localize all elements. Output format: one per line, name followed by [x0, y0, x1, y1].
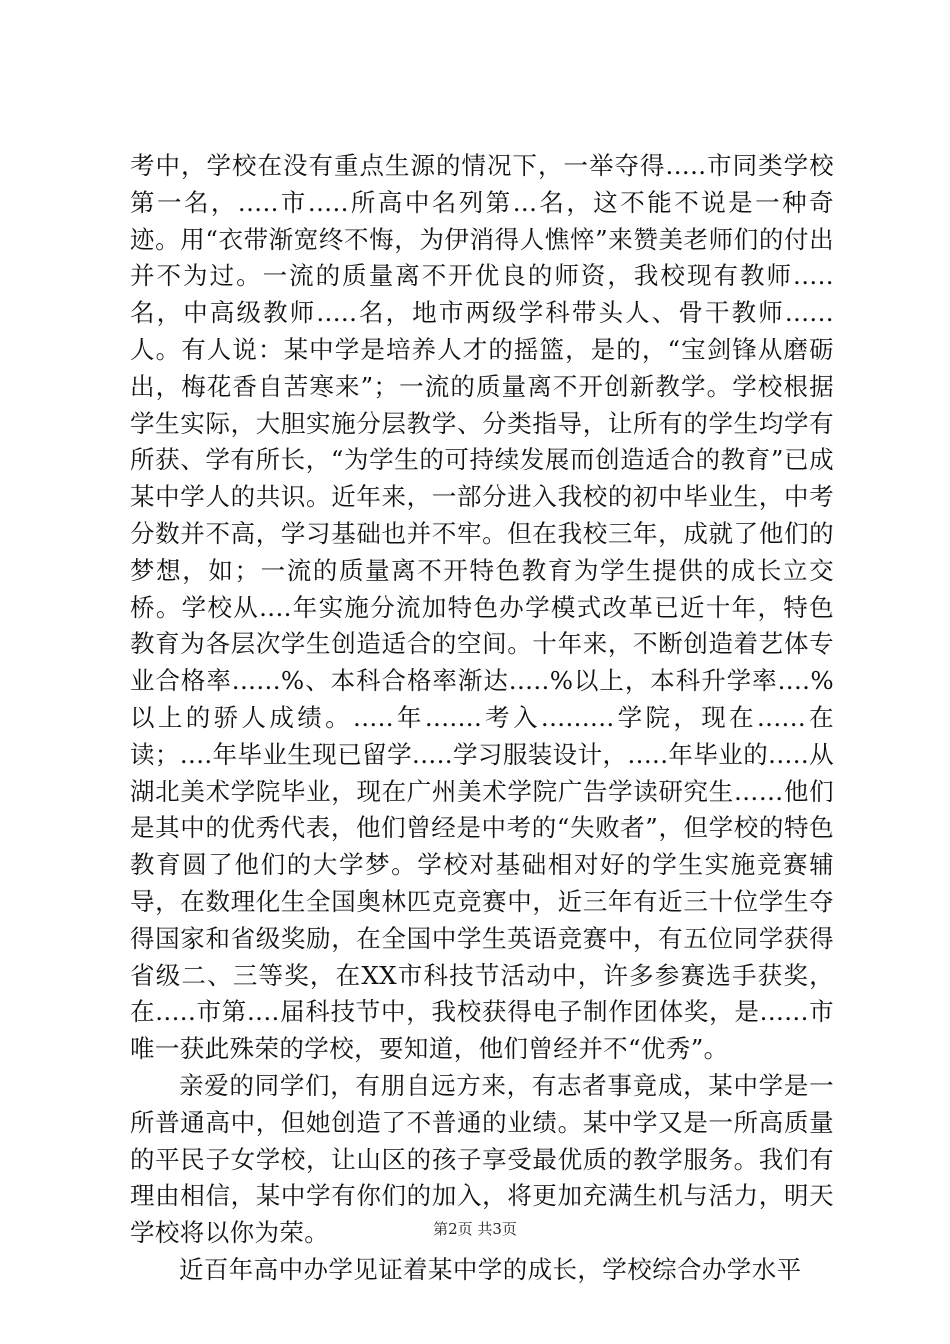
document-body — [130, 148, 834, 1289]
paragraph-welcome-students: 亲爱的同学们，有朋自远方来，有志者事竟成，某中学是一所普通高中，但她创造了不普通的业绩。某中学又是一所高质量的平民子女学校，让山区的孩子享受最优质的教学服务。我们有理由相信，某中学有你们的加入，将更加充满生机与活力，明天学校将以你为荣。 — [130, 1070, 834, 1248]
page-number-footer: 第2页 共3页 — [433, 1220, 517, 1238]
paragraph-school-history: 近百年高中办学见证着某中学的成长，学校综合办学水平 — [179, 1254, 802, 1284]
paragraph-school-achievements: 考中，学校在没有重点生源的情况下，一举夺得.....市同类学校第一名，.....市.....所高中名列第...名，这不能不说是一种奇迹。用“衣带渐宽终不悔，为伊消得人憔悴”来赞美老师们的付出并不为过。一流的质量离不开优良的师资，我校现有教师.....名，中高级教师.....名，地市两级学科带头人、骨干教师......人。有人说：某中学是培养人才的摇篮，是的，“宝剑锋从磨砺出，梅花香自苦寒来”；一流的质量离不开创新教学。学校根据学生实际，大胆实施分层教学、分类指导，让所有的学生均学有所获、学有所长，“为学生的可持续发展而创造适合的教育”已成某中学人的共识。近年来，一部分进入我校的初中毕业生，中考分数并不高，学习基础也并不牢。但在我校三年，成就了他们的梦想，如；一流的质量离不开特色教育为学生提供的成长立交桥。学校从....年实施分流加特色办学模式改革已近十年，特色教育为各层次学生创造适合的空间。十年来，不断创造着艺体专业合格率......%、本科合格率渐达.....%以上，本科升学率....%以上的骄人成绩。.....年.......考入.........学院，现在......在读；....年毕业生现已留学.....学习服装设计，.....年毕业的.....从湖北美术学院毕业，现在广州美术学院广告学读研究生……他们是其中的优秀代表，他们曾经是中考的“失败者”，但学校的特色教育圆了他们的大学梦。学校对基础相对好的学生实施竞赛辅导，在数理化生全国奥林匹克竞赛中，近三年有近三十位学生夺得国家和省级奖励，在全国中学生英语竞赛中，有五位同学获得省级二、三等奖，在XX市科技节活动中，许多参赛选手获奖，在.....市第....届科技节中，我校获得电子制作团体奖，是......市唯一获此殊荣的学校，要知道，他们曾经并不“优秀”。 — [130, 151, 834, 1064]
